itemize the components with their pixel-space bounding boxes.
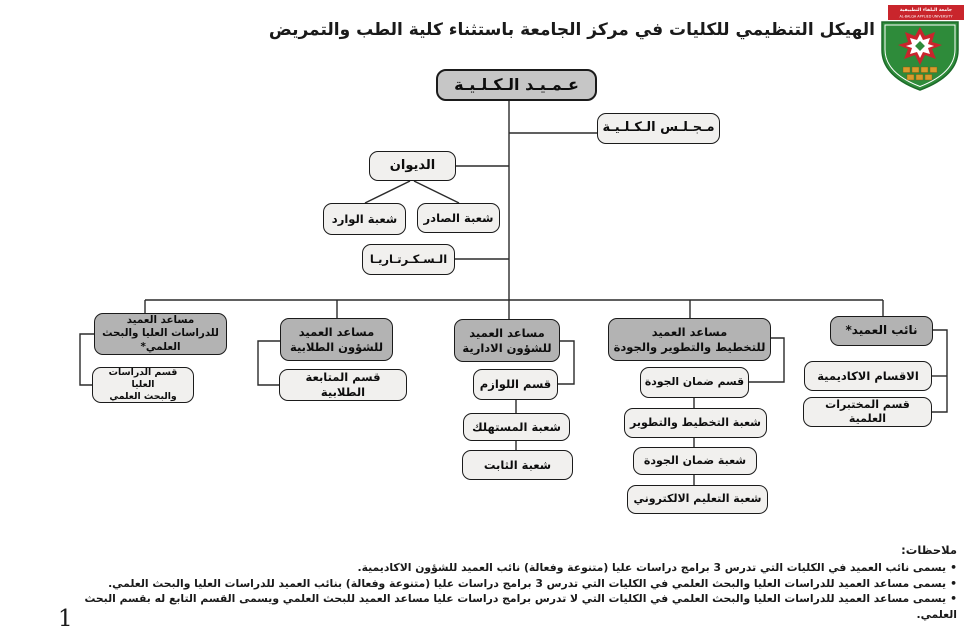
node-label: مساعد العميد xyxy=(126,313,195,326)
node-label: للتخطيط والتطوير والجودة xyxy=(613,339,766,354)
node-label: الـسـكـرتـاريـا xyxy=(369,252,448,267)
org-node-assistant-dean-graduate-studies xyxy=(94,313,227,355)
node-label: شعبة التعليم الالكتروني xyxy=(633,492,762,506)
node-label: للشؤون الطلابية xyxy=(289,339,384,354)
org-node-diwan xyxy=(369,151,456,181)
org-node-div-elearning xyxy=(627,485,768,514)
note-text: يسمى نائب العميد في الكليات التي تدرس 3 برامج دراسات عليا (متنوعة وفعالة) نائب العميد للشؤون الاكاديمية. xyxy=(357,561,947,574)
node-label: نائب العميد* xyxy=(845,323,918,338)
org-node-academic-departments xyxy=(804,361,932,391)
note-item xyxy=(67,576,957,592)
node-label: مـجـلـس الـكـلـيـة xyxy=(602,120,715,136)
note-item xyxy=(67,591,957,622)
org-node-dept-supplies xyxy=(473,369,558,400)
node-label: قسم ضمان الجودة xyxy=(644,375,745,389)
org-node-dean xyxy=(436,69,597,101)
node-label: عـمـيـد الـكـلـيـة xyxy=(454,74,579,94)
org-node-div-quality-assurance xyxy=(633,447,757,475)
node-label: مساعد العميد xyxy=(469,325,545,340)
note-text: يسمى مساعد العميد للدراسات العليا والبحث العلمي في الكليات التي لا تدرس برامج دراسات عليا مساعد العميد للبحث العلمي ويسمى القسم التابع له بقسم البحث العلمي. xyxy=(84,592,957,621)
node-label: الديوان xyxy=(389,157,436,173)
node-label: مساعد العميد xyxy=(298,324,375,339)
node-label: للدراسات العليا والبحث العلمي* xyxy=(102,327,219,353)
node-label: قسم الدراسات العليا xyxy=(108,366,178,390)
org-node-dept-student-followup xyxy=(279,369,407,401)
bullet-icon: • xyxy=(950,592,957,605)
bullet-icon: • xyxy=(950,561,957,574)
node-label: قسم المتابعة الطلابية xyxy=(305,370,381,399)
notes-section xyxy=(67,543,957,622)
page-number: 1 xyxy=(58,606,73,632)
org-node-secretariat xyxy=(362,244,455,275)
org-node-assistant-dean-planning-quality xyxy=(608,318,771,361)
note-text: يسمى مساعد العميد للدراسات العليا والبحث العلمي في الكليات التي تدرس 3 برامج دراسات عليا (متنوعة وفعالة) بنائب العميد للدراسات العليا والبحث العلمي. xyxy=(108,576,947,590)
org-node-vice-dean xyxy=(830,316,933,346)
logo-banner-text-ar: جامعة البلقاء التطبيقية xyxy=(899,8,953,14)
node-label: شعبة المستهلك xyxy=(472,419,561,434)
org-node-outgoing-division xyxy=(417,203,500,233)
node-label: والبحث العلمي xyxy=(109,391,177,403)
org-node-div-planning-development xyxy=(624,408,767,438)
node-label: قسم اللوازم xyxy=(479,377,552,392)
node-label: شعبة الوارد xyxy=(331,211,398,226)
node-label: شعبة التخطيط والتطوير xyxy=(630,415,761,429)
org-node-div-fixed-assets xyxy=(462,450,573,480)
note-item xyxy=(67,560,957,576)
org-node-dept-quality-assurance xyxy=(640,367,749,398)
org-node-dept-science-labs xyxy=(803,397,932,427)
org-node-dept-graduate-studies xyxy=(92,367,194,403)
org-node-college-council xyxy=(597,113,720,144)
node-label: شعبة الصادر xyxy=(423,210,494,225)
page-title: الهيكل التنظيمي للكليات في مركز الجامعة باستثناء كلية الطب والتمريض xyxy=(268,20,875,40)
node-label: شعبة الثابت xyxy=(483,457,552,472)
org-node-div-consumables xyxy=(463,413,570,441)
node-label: للشؤون الادارية xyxy=(462,340,552,355)
logo-banner-text-en: AL-BALQA APPLIED UNIVERSITY xyxy=(899,14,953,19)
org-node-assistant-dean-student-affairs xyxy=(280,318,393,361)
node-label: قسم المختبرات العلمية xyxy=(825,397,910,425)
notes-heading: ملاحظات: xyxy=(901,543,957,557)
bullet-icon: • xyxy=(950,576,957,590)
node-label: شعبة ضمان الجودة xyxy=(643,453,747,467)
node-label: الاقسام الاكاديمية xyxy=(817,368,919,383)
org-node-incoming-division xyxy=(323,203,406,235)
node-label: مساعد العميد xyxy=(651,324,728,339)
org-node-assistant-dean-administrative-affairs xyxy=(454,319,560,362)
